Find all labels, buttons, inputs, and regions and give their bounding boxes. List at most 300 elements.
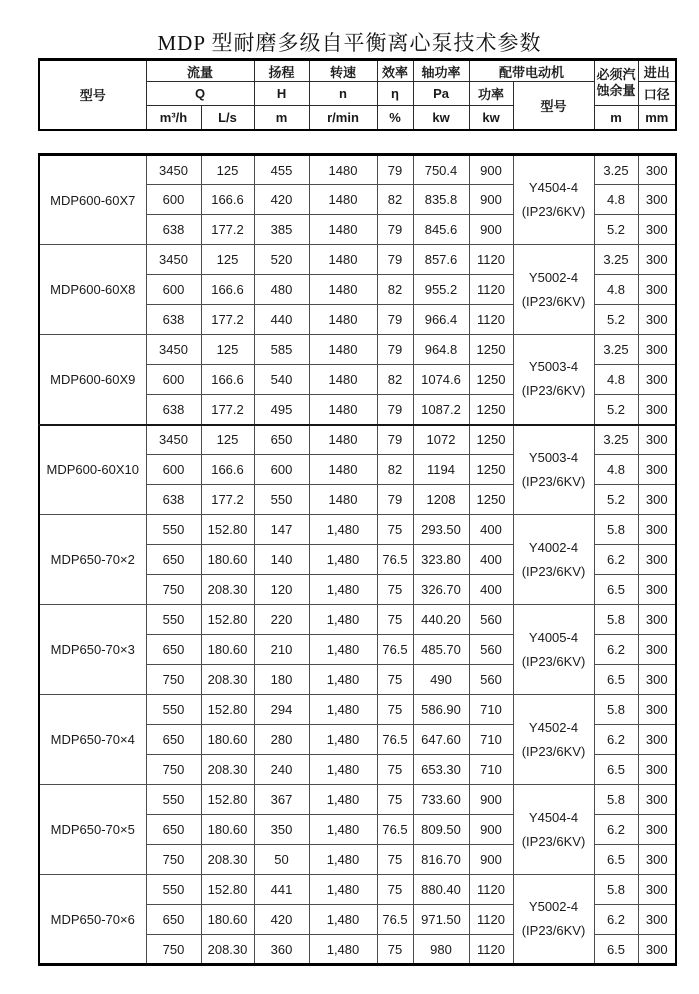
cell-ls: 180.60 [201, 815, 254, 845]
cell-pump-model: MDP650-70×4 [39, 695, 146, 785]
cell-h: 50 [254, 845, 309, 875]
cell-npsh: 3.25 [594, 245, 638, 275]
motor-model-line: Y5003-4 [528, 359, 579, 375]
cell-ls: 177.2 [201, 485, 254, 515]
cell-n: 1480 [309, 365, 377, 395]
cell-m3h: 600 [146, 275, 201, 305]
cell-n: 1,480 [309, 515, 377, 545]
cell-dn: 300 [638, 245, 676, 275]
cell-m3h: 550 [146, 785, 201, 815]
header-unit-m: m [254, 106, 309, 130]
cell-eta: 79 [377, 425, 413, 455]
cell-npsh: 3.25 [594, 155, 638, 185]
motor-ip-line: (IP23/6KV) [521, 293, 586, 309]
cell-kw: 1120 [469, 305, 513, 335]
cell-kw: 1250 [469, 455, 513, 485]
cell-dn: 300 [638, 335, 676, 365]
cell-npsh: 4.8 [594, 275, 638, 305]
cell-n: 1,480 [309, 605, 377, 635]
cell-pa: 955.2 [413, 275, 469, 305]
cell-m3h: 750 [146, 575, 201, 605]
cell-n: 1,480 [309, 635, 377, 665]
pump-row [39, 335, 676, 365]
pump-row [39, 245, 676, 275]
pump-row [39, 785, 676, 815]
cell-npsh: 5.2 [594, 395, 638, 425]
cell-eta: 75 [377, 695, 413, 725]
cell-ls: 152.80 [201, 785, 254, 815]
cell-dn: 300 [638, 185, 676, 215]
cell-n: 1480 [309, 215, 377, 245]
cell-eta: 75 [377, 875, 413, 905]
cell-pump-model: MDP600-60X7 [39, 155, 146, 245]
cell-npsh: 5.8 [594, 515, 638, 545]
cell-m3h: 550 [146, 695, 201, 725]
header-pa: Pa [413, 82, 469, 106]
header-npsh [594, 60, 638, 106]
cell-kw: 1120 [469, 245, 513, 275]
cell-pa: 647.60 [413, 725, 469, 755]
cell-n: 1,480 [309, 905, 377, 935]
cell-motor-model [513, 155, 594, 245]
cell-pa: 1208 [413, 485, 469, 515]
cell-eta: 82 [377, 275, 413, 305]
cell-ls: 208.30 [201, 935, 254, 965]
cell-motor-model [513, 245, 594, 335]
cell-ls: 208.30 [201, 665, 254, 695]
cell-h: 147 [254, 515, 309, 545]
header-npsh-unit: m [594, 106, 638, 130]
cell-dn: 300 [638, 275, 676, 305]
cell-n: 1,480 [309, 665, 377, 695]
pump-row [39, 155, 676, 185]
cell-kw: 1250 [469, 485, 513, 515]
cell-ls: 177.2 [201, 215, 254, 245]
cell-ls: 125 [201, 245, 254, 275]
cell-pa: 653.30 [413, 755, 469, 785]
cell-h: 210 [254, 635, 309, 665]
cell-motor-model [513, 425, 594, 515]
cell-pa: 880.40 [413, 875, 469, 905]
cell-dn: 300 [638, 755, 676, 785]
cell-h: 180 [254, 665, 309, 695]
motor-ip-line: (IP23/6KV) [521, 204, 586, 219]
cell-dn: 300 [638, 575, 676, 605]
cell-dn: 300 [638, 485, 676, 515]
cell-h: 140 [254, 545, 309, 575]
cell-h: 240 [254, 755, 309, 785]
cell-n: 1480 [309, 245, 377, 275]
cell-eta: 76.5 [377, 635, 413, 665]
cell-npsh: 4.8 [594, 185, 638, 215]
header-shaft-power: 轴功率 [413, 60, 469, 82]
cell-kw: 710 [469, 695, 513, 725]
cell-ls: 125 [201, 425, 254, 455]
cell-ls: 208.30 [201, 575, 254, 605]
cell-n: 1,480 [309, 815, 377, 845]
cell-pa: 966.4 [413, 305, 469, 335]
cell-dn: 300 [638, 845, 676, 875]
cell-m3h: 550 [146, 875, 201, 905]
cell-eta: 75 [377, 515, 413, 545]
cell-h: 440 [254, 305, 309, 335]
cell-pa: 964.8 [413, 335, 469, 365]
cell-dn: 300 [638, 215, 676, 245]
cell-eta: 79 [377, 485, 413, 515]
motor-model-line: Y5002-4 [528, 899, 579, 914]
cell-m3h: 750 [146, 845, 201, 875]
cell-n: 1480 [309, 185, 377, 215]
header-unit-kw-motor: kw [469, 106, 513, 130]
cell-ls: 125 [201, 155, 254, 185]
cell-h: 385 [254, 215, 309, 245]
header-unit-kw-shaft: kw [413, 106, 469, 130]
cell-ls: 208.30 [201, 845, 254, 875]
motor-ip-line: (IP23/6KV) [521, 383, 586, 399]
header-motor-model: 型号 [513, 82, 594, 130]
header-eta: η [377, 82, 413, 106]
cell-pa: 835.8 [413, 185, 469, 215]
cell-h: 420 [254, 185, 309, 215]
cell-eta: 75 [377, 785, 413, 815]
cell-eta: 75 [377, 665, 413, 695]
cell-m3h: 600 [146, 365, 201, 395]
cell-kw: 560 [469, 665, 513, 695]
header-motor-group: 配带电动机 [469, 60, 594, 82]
cell-h: 294 [254, 695, 309, 725]
cell-ls: 152.80 [201, 515, 254, 545]
header-h: H [254, 82, 309, 106]
cell-ls: 166.6 [201, 185, 254, 215]
cell-ls: 177.2 [201, 395, 254, 425]
cell-h: 495 [254, 395, 309, 425]
header-inout-line1: 进出 [638, 60, 676, 82]
cell-eta: 76.5 [377, 815, 413, 845]
header-head: 扬程 [254, 60, 309, 82]
cell-kw: 900 [469, 785, 513, 815]
cell-npsh: 6.5 [594, 575, 638, 605]
cell-ls: 152.80 [201, 695, 254, 725]
cell-dn: 300 [638, 515, 676, 545]
cell-eta: 75 [377, 935, 413, 965]
cell-pa: 323.80 [413, 545, 469, 575]
motor-model-line: Y4002-4 [528, 539, 579, 555]
cell-npsh: 6.2 [594, 905, 638, 935]
cell-dn: 300 [638, 695, 676, 725]
cell-npsh: 4.8 [594, 455, 638, 485]
motor-model-line: Y5003-4 [528, 449, 579, 465]
cell-n: 1,480 [309, 935, 377, 965]
cell-npsh: 6.2 [594, 725, 638, 755]
cell-kw: 1250 [469, 365, 513, 395]
cell-m3h: 638 [146, 395, 201, 425]
cell-kw: 560 [469, 635, 513, 665]
cell-eta: 82 [377, 455, 413, 485]
cell-n: 1480 [309, 425, 377, 455]
cell-m3h: 638 [146, 305, 201, 335]
motor-ip-line: (IP23/6KV) [521, 743, 586, 759]
cell-h: 420 [254, 905, 309, 935]
cell-n: 1,480 [309, 575, 377, 605]
cell-pa: 293.50 [413, 515, 469, 545]
cell-m3h: 750 [146, 755, 201, 785]
cell-h: 280 [254, 725, 309, 755]
cell-n: 1480 [309, 455, 377, 485]
cell-n: 1,480 [309, 545, 377, 575]
motor-model-line: Y5002-4 [528, 269, 579, 285]
cell-pa: 857.6 [413, 245, 469, 275]
motor-model-line: Y4504-4 [528, 809, 579, 825]
cell-m3h: 600 [146, 185, 201, 215]
cell-n: 1,480 [309, 695, 377, 725]
motor-ip-line: (IP23/6KV) [521, 923, 586, 938]
cell-eta: 79 [377, 395, 413, 425]
cell-m3h: 3450 [146, 245, 201, 275]
header-q: Q [146, 82, 254, 106]
cell-npsh: 6.5 [594, 665, 638, 695]
cell-pa: 809.50 [413, 815, 469, 845]
cell-kw: 900 [469, 215, 513, 245]
header-unit-rmin: r/min [309, 106, 377, 130]
cell-dn: 300 [638, 665, 676, 695]
cell-motor-model [513, 515, 594, 605]
cell-npsh: 5.2 [594, 485, 638, 515]
cell-m3h: 750 [146, 935, 201, 965]
pump-row [39, 515, 676, 545]
cell-pa: 1194 [413, 455, 469, 485]
cell-pa: 750.4 [413, 155, 469, 185]
cell-dn: 300 [638, 875, 676, 905]
motor-model-line: Y4005-4 [528, 629, 579, 645]
cell-ls: 180.60 [201, 725, 254, 755]
cell-h: 120 [254, 575, 309, 605]
cell-ls: 180.60 [201, 635, 254, 665]
cell-eta: 76.5 [377, 905, 413, 935]
cell-motor-model [513, 785, 594, 875]
cell-m3h: 750 [146, 665, 201, 695]
cell-m3h: 638 [146, 485, 201, 515]
cell-dn: 300 [638, 365, 676, 395]
cell-h: 441 [254, 875, 309, 905]
cell-npsh: 6.2 [594, 635, 638, 665]
header-npsh-line1: 必须汽 [596, 67, 636, 82]
cell-dn: 300 [638, 935, 676, 965]
cell-motor-model [513, 605, 594, 695]
cell-m3h: 600 [146, 455, 201, 485]
cell-ls: 177.2 [201, 305, 254, 335]
cell-kw: 710 [469, 725, 513, 755]
cell-dn: 300 [638, 425, 676, 455]
header-flow: 流量 [146, 60, 254, 82]
cell-h: 540 [254, 365, 309, 395]
cell-pa: 845.6 [413, 215, 469, 245]
cell-m3h: 650 [146, 545, 201, 575]
cell-eta: 75 [377, 575, 413, 605]
cell-eta: 79 [377, 155, 413, 185]
cell-n: 1480 [309, 485, 377, 515]
cell-n: 1,480 [309, 845, 377, 875]
cell-kw: 1120 [469, 935, 513, 965]
cell-ls: 180.60 [201, 545, 254, 575]
cell-pump-model: MDP600-60X8 [39, 245, 146, 335]
cell-npsh: 4.8 [594, 365, 638, 395]
cell-m3h: 3450 [146, 335, 201, 365]
cell-pa: 980 [413, 935, 469, 965]
cell-h: 367 [254, 785, 309, 815]
cell-motor-model [513, 335, 594, 425]
cell-kw: 900 [469, 185, 513, 215]
header-efficiency: 效率 [377, 60, 413, 82]
cell-m3h: 3450 [146, 155, 201, 185]
cell-eta: 79 [377, 245, 413, 275]
cell-h: 350 [254, 815, 309, 845]
cell-npsh: 5.8 [594, 605, 638, 635]
cell-npsh: 5.8 [594, 875, 638, 905]
cell-eta: 76.5 [377, 545, 413, 575]
cell-kw: 1250 [469, 425, 513, 455]
cell-h: 650 [254, 425, 309, 455]
pump-row [39, 875, 676, 905]
cell-h: 360 [254, 935, 309, 965]
pump-row [39, 425, 676, 455]
cell-kw: 900 [469, 815, 513, 845]
cell-eta: 79 [377, 335, 413, 365]
cell-pa: 971.50 [413, 905, 469, 935]
cell-npsh: 5.8 [594, 785, 638, 815]
cell-ls: 166.6 [201, 365, 254, 395]
cell-n: 1,480 [309, 785, 377, 815]
cell-eta: 76.5 [377, 725, 413, 755]
cell-dn: 300 [638, 785, 676, 815]
cell-kw: 560 [469, 605, 513, 635]
cell-pa: 485.70 [413, 635, 469, 665]
cell-kw: 1120 [469, 905, 513, 935]
cell-npsh: 3.25 [594, 425, 638, 455]
motor-ip-line: (IP23/6KV) [521, 563, 586, 579]
cell-dn: 300 [638, 395, 676, 425]
motor-model-line: Y4502-4 [528, 719, 579, 735]
header-n: n [309, 82, 377, 106]
cell-ls: 125 [201, 335, 254, 365]
cell-n: 1,480 [309, 875, 377, 905]
pump-table-body [39, 155, 676, 965]
cell-kw: 1250 [469, 335, 513, 365]
cell-kw: 1120 [469, 875, 513, 905]
cell-npsh: 3.25 [594, 335, 638, 365]
motor-model-line: Y4504-4 [528, 180, 579, 195]
cell-h: 220 [254, 605, 309, 635]
header-unit-ls: L/s [201, 106, 254, 130]
cell-eta: 79 [377, 215, 413, 245]
header-speed: 转速 [309, 60, 377, 82]
spec-table-body [38, 153, 677, 966]
cell-n: 1,480 [309, 725, 377, 755]
cell-npsh: 6.5 [594, 845, 638, 875]
cell-dn: 300 [638, 605, 676, 635]
cell-pa: 326.70 [413, 575, 469, 605]
cell-ls: 180.60 [201, 905, 254, 935]
cell-eta: 75 [377, 605, 413, 635]
header-unit-pct: % [377, 106, 413, 130]
cell-pa: 1072 [413, 425, 469, 455]
cell-h: 520 [254, 245, 309, 275]
cell-n: 1,480 [309, 755, 377, 785]
cell-eta: 82 [377, 185, 413, 215]
cell-kw: 900 [469, 845, 513, 875]
cell-kw: 400 [469, 515, 513, 545]
header-inout-unit: mm [638, 106, 676, 130]
cell-m3h: 650 [146, 725, 201, 755]
cell-pump-model: MDP600-60X9 [39, 335, 146, 425]
cell-npsh: 5.8 [594, 695, 638, 725]
cell-n: 1480 [309, 305, 377, 335]
cell-dn: 300 [638, 155, 676, 185]
header-inout-line2: 口径 [638, 82, 676, 106]
cell-npsh: 6.5 [594, 755, 638, 785]
cell-ls: 208.30 [201, 755, 254, 785]
pump-row [39, 605, 676, 635]
cell-h: 585 [254, 335, 309, 365]
cell-h: 455 [254, 155, 309, 185]
cell-pump-model: MDP650-70×2 [39, 515, 146, 605]
cell-pump-model: MDP650-70×3 [39, 605, 146, 695]
cell-m3h: 650 [146, 635, 201, 665]
cell-ls: 152.80 [201, 605, 254, 635]
cell-npsh: 6.2 [594, 815, 638, 845]
header-unit-m3h: m³/h [146, 106, 201, 130]
cell-pa: 733.60 [413, 785, 469, 815]
cell-m3h: 3450 [146, 425, 201, 455]
cell-h: 550 [254, 485, 309, 515]
cell-npsh: 6.2 [594, 545, 638, 575]
motor-ip-line: (IP23/6KV) [521, 473, 586, 489]
cell-pa: 1087.2 [413, 395, 469, 425]
cell-npsh: 5.2 [594, 215, 638, 245]
cell-ls: 152.80 [201, 875, 254, 905]
cell-pa: 586.90 [413, 695, 469, 725]
cell-npsh: 5.2 [594, 305, 638, 335]
cell-dn: 300 [638, 815, 676, 845]
cell-m3h: 650 [146, 815, 201, 845]
cell-eta: 82 [377, 365, 413, 395]
cell-dn: 300 [638, 635, 676, 665]
cell-npsh: 6.5 [594, 935, 638, 965]
cell-dn: 300 [638, 305, 676, 335]
cell-eta: 75 [377, 845, 413, 875]
cell-n: 1480 [309, 275, 377, 305]
cell-ls: 166.6 [201, 275, 254, 305]
motor-ip-line: (IP23/6KV) [521, 653, 586, 669]
cell-motor-model [513, 695, 594, 785]
cell-pa: 816.70 [413, 845, 469, 875]
spec-table-header [38, 58, 677, 131]
cell-n: 1480 [309, 395, 377, 425]
cell-m3h: 638 [146, 215, 201, 245]
cell-dn: 300 [638, 455, 676, 485]
cell-pump-model: MDP650-70×6 [39, 875, 146, 965]
pump-row [39, 695, 676, 725]
cell-pump-model: MDP650-70×5 [39, 785, 146, 875]
cell-pump-model: MDP600-60X10 [39, 425, 146, 515]
cell-kw: 710 [469, 755, 513, 785]
cell-n: 1480 [309, 155, 377, 185]
cell-pa: 440.20 [413, 605, 469, 635]
cell-n: 1480 [309, 335, 377, 365]
cell-kw: 1120 [469, 275, 513, 305]
cell-dn: 300 [638, 725, 676, 755]
cell-eta: 79 [377, 305, 413, 335]
cell-kw: 400 [469, 545, 513, 575]
